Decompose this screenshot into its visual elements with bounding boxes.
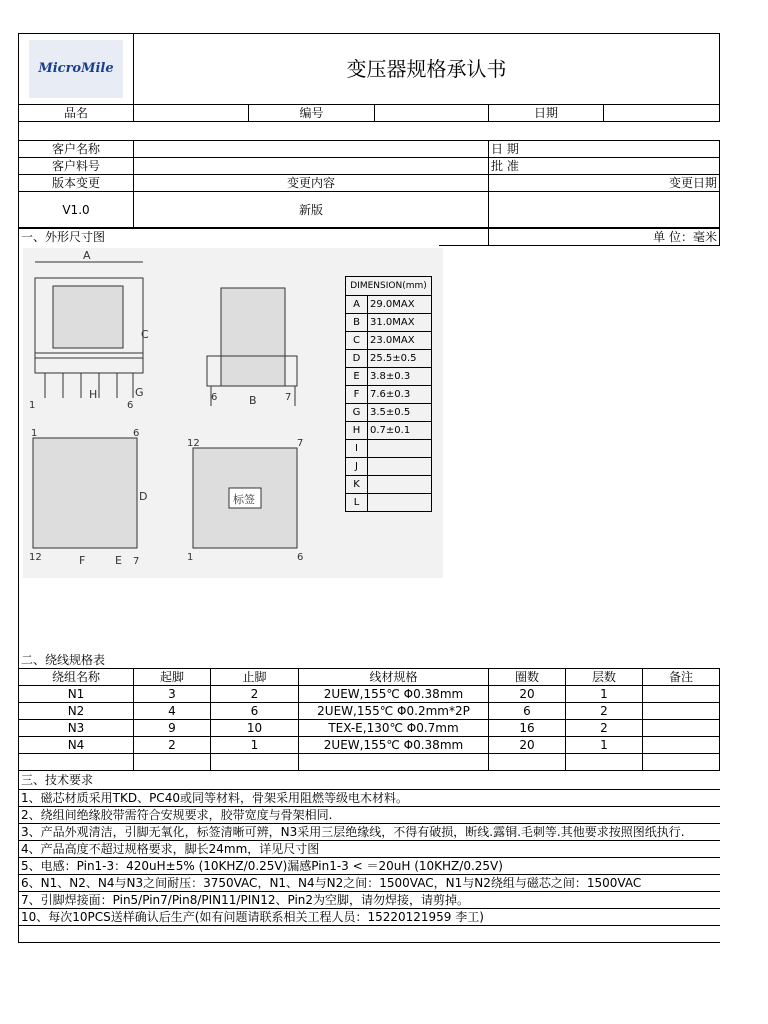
winding-cell: 3 (134, 686, 211, 703)
winding-cell: 2 (566, 720, 643, 737)
customer-name-label: 客户名称 (19, 141, 134, 158)
winding-cell: 1 (211, 737, 299, 754)
dimension-value: 23.0MAX (368, 332, 432, 350)
version-note: 新版 (134, 192, 489, 228)
note-row (19, 841, 720, 858)
winding-cell: 20 (489, 737, 566, 754)
dimension-value: 31.0MAX (368, 314, 432, 332)
winding-header-cell: 线材规格 (299, 669, 489, 686)
dimension-row (346, 386, 432, 404)
dimension-key: D (346, 350, 368, 368)
winding-table (18, 668, 720, 771)
svg-text:6: 6 (127, 400, 134, 411)
dimension-row (346, 350, 432, 368)
winding-cell: 6 (489, 703, 566, 720)
svg-text:E: E (115, 554, 122, 567)
dimension-key: K (346, 476, 368, 494)
dimension-value (368, 458, 432, 476)
drawing-section-label: 一、外形尺寸图 (19, 229, 439, 246)
notes-table (18, 789, 720, 943)
note-text: 1、磁芯材质采用TKD、PC40或同等材料，骨架采用阻燃等级电木材料。 (19, 790, 720, 807)
winding-cell: 2UEW,155℃ Φ0.38mm (299, 737, 489, 754)
winding-header-row (19, 669, 720, 686)
winding-cell (643, 720, 720, 737)
label-tag-text: 标签 (233, 493, 255, 506)
date-value (604, 105, 720, 122)
dimension-key: A (346, 296, 368, 314)
logo-cell (19, 34, 134, 105)
winding-cell: TEX-E,130℃ Φ0.7mm (299, 720, 489, 737)
svg-text:6: 6 (133, 428, 140, 439)
svg-text:6: 6 (211, 392, 218, 403)
svg-text:12: 12 (29, 552, 42, 563)
winding-cell: N4 (19, 737, 134, 754)
dimension-key: L (346, 494, 368, 512)
winding-cell: 9 (134, 720, 211, 737)
dimension-row (346, 296, 432, 314)
winding-cell: N1 (19, 686, 134, 703)
bottom-view-left (29, 428, 147, 567)
winding-cell: 4 (134, 703, 211, 720)
note-row (19, 824, 720, 841)
dimension-key: J (346, 458, 368, 476)
version-change-label: 版本变更 (19, 175, 134, 192)
svg-text:A: A (83, 249, 91, 262)
svg-text:12: 12 (187, 438, 200, 449)
customer-part-value (134, 158, 489, 175)
code-value (375, 105, 489, 122)
customer-name-value (134, 141, 489, 158)
dimension-value (368, 476, 432, 494)
dimension-value: 0.7±0.1 (368, 422, 432, 440)
winding-cell: 2UEW,155℃ Φ0.2mm*2P (299, 703, 489, 720)
winding-cell (643, 703, 720, 720)
dimension-value: 7.6±0.3 (368, 386, 432, 404)
winding-cell: N2 (19, 703, 134, 720)
header-table (18, 33, 720, 122)
winding-header-cell: 止脚 (211, 669, 299, 686)
dimension-row (346, 458, 432, 476)
note-text: 5、电感：Pin1-3：420uH±5% (10KHZ/0.25V)漏感Pin1-3 < ＝20uH (10KHZ/0.25V) (19, 858, 720, 875)
approve-label: 批 准 (489, 158, 720, 175)
winding-cell (643, 754, 720, 771)
dimension-header: DIMENSION(mm) (346, 277, 432, 296)
winding-header-cell: 备注 (643, 669, 720, 686)
dimension-row (346, 368, 432, 386)
winding-cell (299, 754, 489, 771)
winding-header-cell: 层数 (566, 669, 643, 686)
note-text: 6、N1、N2、N4与N3之间耐压：3750VAC，N1、N4与N2之间：1500VAC，N1与N2绕组与磁芯之间：1500VAC (19, 875, 720, 892)
winding-cell: 2 (566, 703, 643, 720)
winding-header-cell: 圈数 (489, 669, 566, 686)
note-text: 2、绕组间绝缘胶带需符合安规要求，胶带宽度与骨架相同. (19, 807, 720, 824)
note-row (19, 858, 720, 875)
winding-row (19, 720, 720, 737)
winding-header-cell: 绕组名称 (19, 669, 134, 686)
note-text: 7、引脚焊接面：Pin5/Pin7/Pin8/PIN11/PIN12、Pin2为空脚，请勿焊接，请剪掉。 (19, 892, 720, 909)
customer-part-label: 客户料号 (19, 158, 134, 175)
winding-cell (643, 737, 720, 754)
dimension-key: B (346, 314, 368, 332)
svg-text:7: 7 (297, 438, 304, 449)
winding-cell (134, 754, 211, 771)
winding-cell (19, 754, 134, 771)
code-label: 编号 (249, 105, 375, 122)
dimension-row (346, 476, 432, 494)
winding-cell: 2 (134, 737, 211, 754)
date-label: 日期 (489, 105, 604, 122)
winding-cell: N3 (19, 720, 134, 737)
svg-text:7: 7 (133, 556, 140, 567)
winding-cell: 2UEW,155℃ Φ0.38mm (299, 686, 489, 703)
note-row (19, 875, 720, 892)
svg-text:1: 1 (29, 400, 36, 411)
specification-sheet (18, 33, 719, 943)
winding-cell: 20 (489, 686, 566, 703)
winding-cell: 2 (211, 686, 299, 703)
svg-text:B: B (249, 394, 257, 407)
dimension-key: I (346, 440, 368, 458)
svg-text:G: G (135, 386, 144, 399)
svg-text:F: F (79, 554, 86, 567)
winding-section-label: 二、绕线规格表 (18, 652, 719, 668)
dimension-key: G (346, 404, 368, 422)
winding-cell: 10 (211, 720, 299, 737)
note-text: 10、每次10PCS送样确认后生产(如有问题请联系相关工程人员：15220121959 李工) (19, 909, 720, 926)
notes-section-label: 三、技术要求 (18, 771, 719, 789)
dimension-value (368, 494, 432, 512)
svg-text:1: 1 (31, 428, 38, 439)
svg-text:H: H (89, 388, 98, 401)
version-date-value (489, 192, 720, 228)
dimension-row (346, 494, 432, 512)
version-value: V1.0 (19, 192, 134, 228)
company-logo (29, 40, 123, 98)
outline-drawing (18, 246, 719, 652)
dimension-value: 3.5±0.5 (368, 404, 432, 422)
winding-row (19, 703, 720, 720)
dimension-row (346, 422, 432, 440)
note-row (19, 807, 720, 824)
change-content-label: 变更内容 (134, 175, 489, 192)
dimension-value: 25.5±0.5 (368, 350, 432, 368)
winding-cell: 1 (566, 686, 643, 703)
note-text: 3、产品外观清洁，引脚无氧化，标签清晰可辨，N3采用三层绝缘线，不得有破损，断线.露铜.毛刺等.其他要求按照图纸执行. (19, 824, 720, 841)
dimension-key: H (346, 422, 368, 440)
note-row (19, 892, 720, 909)
approve-date-label: 日 期 (489, 141, 720, 158)
change-date-label: 变更日期 (489, 175, 720, 192)
spacer-row (18, 122, 719, 140)
note-row (19, 790, 720, 807)
note-text (19, 926, 720, 943)
dimension-value: 29.0MAX (368, 296, 432, 314)
svg-text:D: D (139, 490, 148, 503)
winding-cell: 1 (566, 737, 643, 754)
winding-cell (566, 754, 643, 771)
dimension-value (368, 440, 432, 458)
logo-text: MicroMile (38, 61, 114, 76)
svg-text:C: C (141, 328, 149, 341)
svg-text:1: 1 (187, 552, 194, 563)
dimension-key: C (346, 332, 368, 350)
drawing-header (18, 228, 720, 246)
winding-header-cell: 起脚 (134, 669, 211, 686)
winding-cell (489, 754, 566, 771)
winding-cell: 6 (211, 703, 299, 720)
dimension-key: E (346, 368, 368, 386)
document-title: 变压器规格承认书 (134, 34, 720, 105)
dimension-row (346, 332, 432, 350)
winding-cell (211, 754, 299, 771)
winding-cell (643, 686, 720, 703)
dimension-table (345, 276, 432, 512)
product-name-value (134, 105, 249, 122)
winding-row (19, 754, 720, 771)
product-name-label: 品名 (19, 105, 134, 122)
note-row (19, 926, 720, 943)
winding-cell: 16 (489, 720, 566, 737)
dimension-value: 3.8±0.3 (368, 368, 432, 386)
unit-label: 单 位：毫米 (489, 229, 720, 246)
info-table (18, 140, 720, 228)
note-row (19, 909, 720, 926)
svg-text:7: 7 (285, 392, 292, 403)
dimension-row (346, 440, 432, 458)
note-text: 4、产品高度不超过规格要求，脚长24mm，详见尺寸图 (19, 841, 720, 858)
dimension-row (346, 314, 432, 332)
winding-row (19, 686, 720, 703)
svg-text:6: 6 (297, 552, 304, 563)
winding-row (19, 737, 720, 754)
dimension-key: F (346, 386, 368, 404)
dimension-row (346, 404, 432, 422)
